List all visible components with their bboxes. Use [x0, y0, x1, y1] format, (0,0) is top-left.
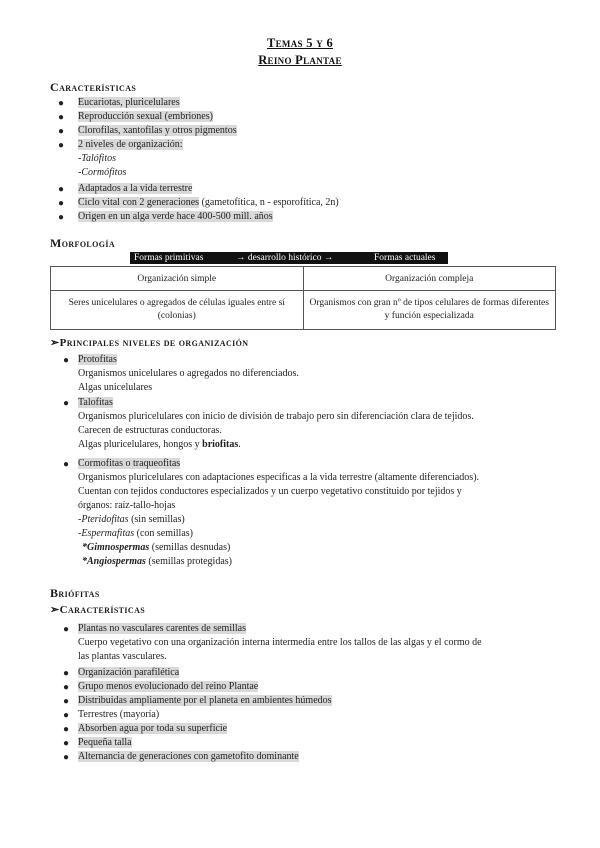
protofitas-line-1: Organismos unicelulares o agregados no diferenciados. [78, 368, 299, 379]
evolution-bar [130, 252, 448, 264]
briofitas-item1-line-3: las plantas vasculares. [78, 651, 167, 662]
list-item-text: Eucariotas, pluricelulares [78, 97, 180, 108]
list-item-text: 2 niveles de organización: [78, 139, 183, 150]
bullet-icon: ● [58, 112, 65, 123]
bar-left-text: Formas primitivas [134, 253, 204, 263]
list-item [78, 138, 183, 152]
bullet-icon: ● [58, 198, 65, 209]
talofitas-line-3: Algas pluricelulares, hongos y briofitas. [78, 439, 241, 450]
list-item: Ciclo vital con 2 generaciones (gametofítica, n - esporofítica, 2n) [78, 197, 339, 208]
pteridofitas-line: -Pteridofitas (sin semillas) [78, 514, 185, 525]
bullet-icon: ● [63, 398, 70, 409]
bullet-icon: ● [63, 696, 70, 707]
bullet-icon: ● [63, 682, 70, 693]
talofitas-line-1: Organismos pluricelulares con inicio de división de trabajo pero sin diferenciación clara de tejidos. [78, 411, 474, 422]
talofitas-line-2: Carecen de estructuras conductoras. [78, 425, 222, 436]
table-cell-complex: Organismos con gran nº de tipos celulares de formas diferentes y función especializada [303, 291, 556, 330]
heading-briofitas: Briófitas [50, 586, 100, 600]
title-line-1: Temas 5 y 6 [266, 36, 333, 50]
bullet-icon: ● [58, 140, 65, 151]
angiospermas-line: *Angiospermas (semillas protegidas) [82, 556, 232, 567]
list-item-text: Clorofilas, xantofilas y otros pigmentos [78, 125, 237, 136]
bullet-icon: ● [63, 459, 70, 470]
bullet-icon: ● [58, 212, 65, 223]
bar-mid-text: → desarrollo histórico → [236, 253, 334, 263]
bullet-icon: ● [63, 710, 70, 721]
bullet-icon: ● [63, 724, 70, 735]
table-header-simple: Organización simple [51, 267, 304, 291]
bar-right-text: Formas actuales [374, 253, 436, 263]
title-line-2: Reino Plantae [258, 53, 342, 67]
list-item [78, 96, 180, 110]
list-item-protofitas: Protofitas [78, 354, 117, 365]
briofitas-item1-line-2: Cuerpo vegetativo con una organización interna intermedia entre los tallos de las algas y el cormo de [78, 637, 482, 648]
gimnospermas-line: *Gimnospermas (semillas desnudas) [82, 542, 231, 553]
list-item-text: Ciclo vital con 2 generaciones [78, 197, 200, 208]
bullet-icon: ● [63, 752, 70, 763]
cormofitas-line-3: órganos: raíz-tallo-hojas [78, 500, 176, 511]
list-item [78, 210, 273, 224]
heading-caracteristicas: Características [50, 80, 137, 94]
sub-item-cormofitos: -Cormófitos [78, 167, 127, 178]
bullet-icon: ● [58, 184, 65, 195]
list-item [78, 182, 192, 196]
list-item: Grupo menos evolucionado del reino Plantae [78, 681, 259, 692]
cormofitas-line-1: Organismos pluricelulares con adaptaciones específicas a la vida terrestre (altamente diferenciados). [78, 472, 480, 483]
table-header-complex: Organización compleja [303, 267, 556, 291]
sub-item-talofitos: -Talófitos [78, 153, 116, 164]
list-item: Pequeña talla [78, 737, 132, 748]
bullet-icon: ● [58, 126, 65, 137]
bullet-icon: ● [63, 668, 70, 679]
list-item-text: Adaptados a la vida terrestre [78, 183, 193, 194]
list-item-text: Origen en un alga verde hace 400-500 mill. años [78, 211, 273, 222]
list-item-talofitas: Talofitas [78, 397, 113, 408]
list-item [78, 124, 237, 138]
bullet-icon: ● [63, 624, 70, 635]
table-cell-simple: Seres unicelulares o agregados de células iguales entre sí (colonias) [51, 291, 304, 330]
list-item: Organización parafilética [78, 667, 180, 678]
list-item: Absorben agua por toda su superficie [78, 723, 228, 734]
list-item-text: Reproducción sexual (embriones) [78, 111, 213, 122]
cormofitas-line-2: Cuentan con tejidos conductores especializados y un cuerpo vegetativo constituido por tejidos y [78, 486, 462, 497]
heading-niveles: ➢Principales niveles de organización [50, 337, 249, 349]
list-item: Distribuidas ampliamente por el planeta en ambientes húmedos [78, 695, 332, 706]
bullet-icon: ● [58, 98, 65, 109]
heading-morfologia: Morfología [50, 236, 116, 250]
organization-table [50, 266, 556, 330]
list-item: Plantas no vasculares carentes de semillas [78, 623, 246, 634]
bullet-icon: ● [63, 355, 70, 366]
espermafitas-line: -Espermafitas (con semillas) [78, 528, 193, 539]
heading-briofitas-caracteristicas: ➢Características [50, 604, 146, 616]
list-item: Alternancia de generaciones con gametofito dominante [78, 751, 299, 762]
list-item [78, 110, 213, 124]
list-item-cormofitas: Cormofitas o traqueofitas [78, 458, 181, 469]
list-item: Terrestres (mayoría) [78, 709, 160, 720]
bullet-icon: ● [63, 738, 70, 749]
protofitas-line-2: Algas unicelulares [78, 382, 153, 393]
